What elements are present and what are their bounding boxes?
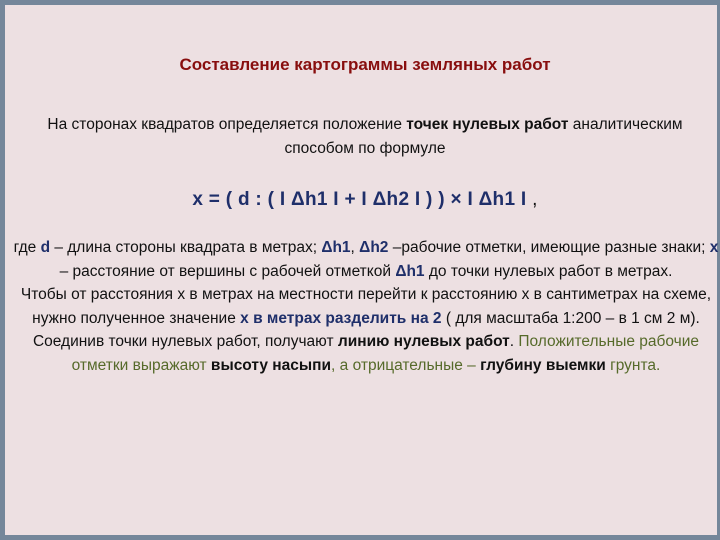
p1-text: – длина стороны квадрата в метрах;: [50, 239, 322, 256]
p1-text: – расстояние от вершины с рабочей отметкой: [59, 262, 396, 280]
p1-text: ,: [350, 239, 360, 256]
p1-text: где: [13, 239, 41, 256]
formula: [5, 189, 720, 211]
intro-part3: аналитическим способом по формуле: [284, 116, 683, 157]
p3-positive-marks: Положительные рабочие отметки выражают: [71, 333, 700, 374]
paragraph-scale: [11, 283, 720, 330]
p3-text: Соединив точки нулевых работ, получают: [32, 333, 338, 350]
p2-divide-by-2: х в метрах разделить на 2: [240, 309, 442, 327]
p1-dh1-symbol: Δh1: [321, 239, 351, 256]
p3-excavation-depth: глубину выемки: [480, 356, 606, 374]
slide-title: Составление картограммы земляных работ: [179, 55, 551, 74]
p3-text: .: [509, 333, 519, 350]
p1-dh1-symbol: Δh1: [395, 262, 425, 280]
p1-d-symbol: d: [40, 239, 51, 256]
paragraph-zero-line: [11, 330, 720, 377]
intro-zero-points: точек нулевых работ: [406, 116, 569, 133]
p2-text: Чтобы от расстояния х в метрах на местности перейти к расстоянию х в сантиметрах на схеме, нужно полученное значение: [20, 286, 712, 327]
p3-soil: грунта.: [605, 356, 661, 374]
p3-embankment-height: высоту насыпи: [210, 356, 332, 374]
p3-negative-marks: , а отрицательные –: [331, 356, 481, 374]
p1-text: до точки нулевых работ в метрах.: [424, 262, 673, 280]
p1-text: –рабочие отметки, имеющие разные знаки;: [388, 239, 710, 256]
formula-comma: ,: [526, 189, 538, 210]
p1-x-symbol: x: [709, 239, 719, 256]
intro-text: [45, 113, 685, 161]
intro-part1: На сторонах квадратов определяется положение: [47, 116, 407, 133]
body-text: [11, 236, 720, 377]
p2-text: ( для масштаба 1:200 – в 1 см 2 м).: [441, 309, 700, 327]
paragraph-definitions: [11, 236, 720, 283]
p3-zero-line: линию нулевых работ: [337, 333, 510, 350]
formula-expression: x = ( d : ( I Δh1 I + I Δh2 I ) ) × I Δh1 I: [192, 189, 527, 210]
p1-dh2-symbol: Δh2: [359, 239, 389, 256]
